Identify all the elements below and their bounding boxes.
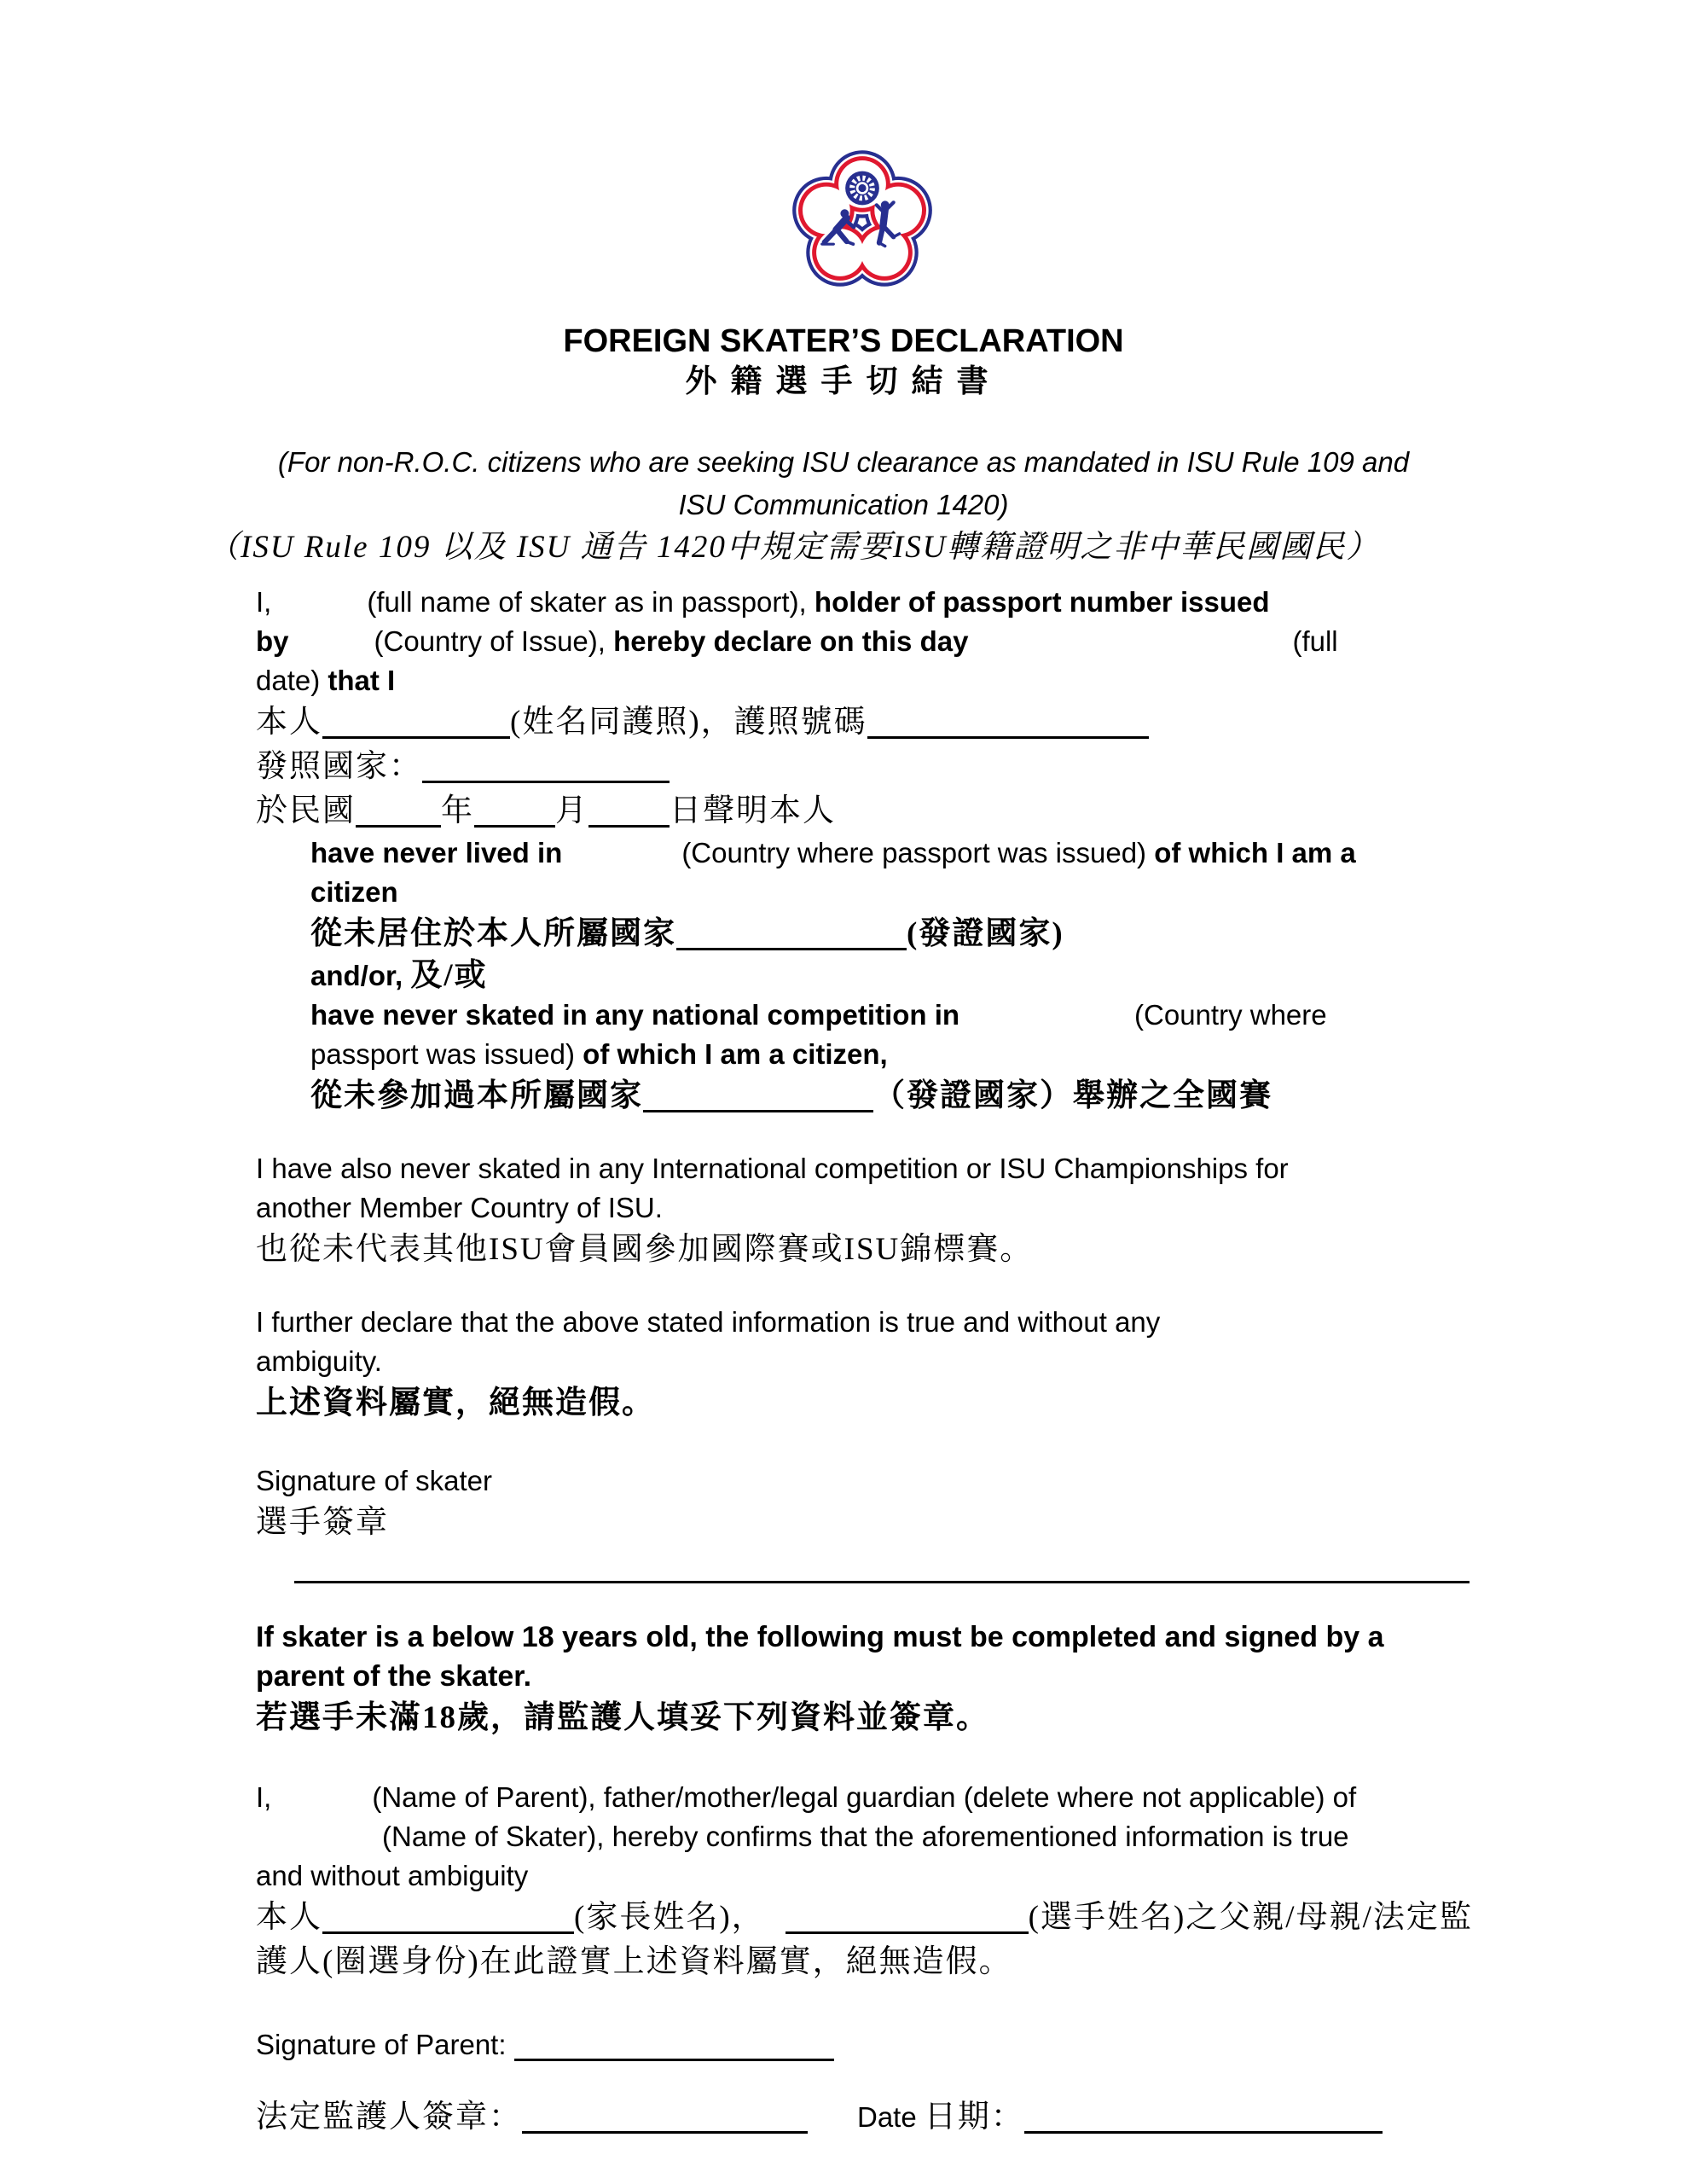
and-or-line (310, 956, 1687, 996)
text-parent-name-zh: (家長姓名)， (574, 1900, 765, 1935)
guardian-signature-row (256, 2095, 1687, 2140)
condition-1-line-1 (310, 834, 1687, 873)
hint-full: (full (1292, 625, 1338, 657)
text-benren-parent: 本人 (256, 1900, 322, 1935)
hint-name-of-parent: (Name of Parent), father/mother/legal guardian (delete where not applicable) of (372, 1781, 1357, 1813)
text-hereby-declare: hereby declare on this day (613, 625, 969, 657)
declaration-line-1 (256, 583, 1687, 622)
signature-of-parent-label: Signature of Parent: (256, 2029, 507, 2060)
text-guardian-zh: (選手姓名)之父親/母親/法定監 (1028, 1900, 1473, 1935)
sun-emblem-icon (845, 171, 879, 206)
date-label-zh: 日期： (924, 2100, 1024, 2135)
spacer (256, 1984, 1687, 2025)
skating-union-logo-icon (791, 145, 934, 292)
text-year: 年 (441, 793, 474, 828)
condition-2-line-2 (310, 1035, 1687, 1074)
date-field (1024, 2103, 1383, 2134)
spacer (256, 1272, 1687, 1303)
blank-skater-name-field (322, 708, 510, 739)
text-that-i: that I (328, 665, 396, 696)
form-body (0, 583, 1687, 2140)
paragraph-3-line-1: I further declare that the above stated information is true and without any (256, 1306, 1161, 1338)
minor-section-heading-1: If skater is a below 18 years old, the following must be completed and signed by a (256, 1621, 1384, 1653)
declaration-zh-line-3 (256, 789, 1687, 834)
text-never-competed-zh: 從未參加過本所屬國家 (310, 1078, 643, 1113)
text-day-declare: 日聲明本人 (670, 793, 836, 828)
condition-2-zh (310, 1074, 1687, 1118)
blank-year-field (356, 797, 441, 828)
text-benren: 本人 (256, 705, 322, 740)
text-issuing-country-zh: 發照國家： (256, 749, 422, 784)
condition-1-line-2 (310, 873, 1687, 912)
blank-month-field (474, 797, 555, 828)
text-citizen: citizen (310, 876, 398, 908)
condition-1-zh (310, 912, 1687, 956)
parent-line-1 (256, 1778, 1687, 1817)
parent-zh-line-1 (256, 1896, 1687, 1940)
minor-section-heading-zh: 若選手未滿18歲，請監護人填妥下列資料並簽章。 (256, 1700, 989, 1735)
hint-date: date) (256, 665, 321, 696)
blank-issuing-country-field (422, 752, 670, 783)
intro-note (0, 441, 1687, 569)
text-i-parent: I, (256, 1781, 272, 1813)
spacer (256, 1426, 1687, 1461)
text-and-or: and/or, (310, 960, 403, 991)
skater-signature-line (294, 1581, 1470, 1583)
intro-line-zh: （ISU Rule 109 以及 ISU 通告 1420中規定需要ISU轉籍證明之非中華民國國民） (207, 530, 1380, 565)
text-by: by (256, 625, 289, 657)
paragraph-3-line-2: ambiguity. (256, 1345, 382, 1377)
signature-of-skater-label-zh: 選手簽章 (256, 1505, 389, 1540)
text-of-which-citizen-2: of which I am a citizen, (583, 1038, 888, 1070)
intro-line-2: ISU Communication 1420) (678, 489, 1009, 520)
blank-parent-name-field (322, 1903, 574, 1934)
parent-zh-line-2: 護人(圈選身份)在此證實上述資料屬實，絕無造假。 (256, 1944, 1012, 1979)
text-i: I, (256, 586, 272, 618)
declaration-zh-line-2 (256, 745, 1687, 789)
paragraph-2-zh: 也從未代表其他ISU會員國參加國際賽或ISU錦標賽。 (256, 1232, 1034, 1267)
guardian-signature-label-zh: 法定監護人簽章： (256, 2100, 522, 2135)
blank-country-field-2 (643, 1082, 873, 1112)
text-passport-number-zh: (姓名同護照)，護照號碼 (510, 705, 867, 740)
parent-line-2 (256, 1817, 1687, 1856)
text-never-lived-zh: 從未居住於本人所屬國家 (310, 916, 676, 951)
text-month: 月 (555, 793, 588, 828)
text-and-or-zh: 及/或 (410, 958, 488, 993)
paragraph-3-zh: 上述資料屬實，絕無造假。 (256, 1385, 655, 1420)
blank-passport-number-field (867, 708, 1149, 739)
spacer (256, 2065, 1687, 2095)
text-roc-year-prefix: 於民國 (256, 793, 356, 828)
signature-of-skater-label: Signature of skater (256, 1465, 492, 1496)
parent-line-3: and without ambiguity (256, 1860, 529, 1891)
signature-of-parent-row (256, 2025, 1687, 2065)
condition-2-line-1 (310, 996, 1687, 1035)
date-label: Date (857, 2101, 917, 2133)
paragraph-2-line-2: another Member Country of ISU. (256, 1192, 663, 1223)
minor-section-heading-2: parent of the skater. (256, 1660, 532, 1693)
hint-name-of-skater: (Name of Skater), hereby confirms that the aforementioned information is true (382, 1821, 1349, 1852)
text-issuing-country-paren-zh: (發證國家) (907, 916, 1064, 951)
text-of-which-citizen: of which I am a (1154, 837, 1356, 868)
hint-country-of-issue: (Country of Issue), (374, 625, 606, 657)
text-national-competition-zh: （發證國家）舉辦之全國賽 (873, 1078, 1272, 1113)
blank-day-field (588, 797, 670, 828)
guardian-signature-field (522, 2103, 808, 2134)
text-never-lived: have never lived in (310, 837, 563, 868)
page-title-zh: 外籍選手切結書 (685, 364, 1002, 399)
hint-full-name: (full name of skater as in passport), (367, 586, 807, 618)
declaration-line-3 (256, 661, 1687, 700)
text-never-skated: have never skated in any national competition in (310, 999, 960, 1031)
page-title: FOREIGN SKATER’S DECLARATION (563, 323, 1124, 359)
blank-skater-name-field-2 (786, 1903, 1029, 1934)
blank-country-field (676, 920, 907, 950)
hint-passport-was-issued: passport was issued) (310, 1038, 575, 1070)
declaration-line-2 (256, 622, 1687, 661)
hint-country-passport-issued: (Country where passport was issued) (681, 837, 1147, 868)
declaration-zh-line-1 (256, 700, 1687, 745)
text-holder-of-passport: holder of passport number issued (814, 586, 1270, 618)
document-header (0, 0, 1687, 404)
hint-country-where: (Country where (1134, 999, 1327, 1031)
spacer (256, 1740, 1687, 1778)
paragraph-2-line-1: I have also never skated in any International competition or ISU Championships for (256, 1153, 1289, 1184)
spacer (256, 1118, 1687, 1149)
intro-line-1: (For non-R.O.C. citizens who are seeking ISU clearance as mandated in ISU Rule 109 and (277, 446, 1410, 478)
parent-signature-field (514, 2030, 834, 2061)
